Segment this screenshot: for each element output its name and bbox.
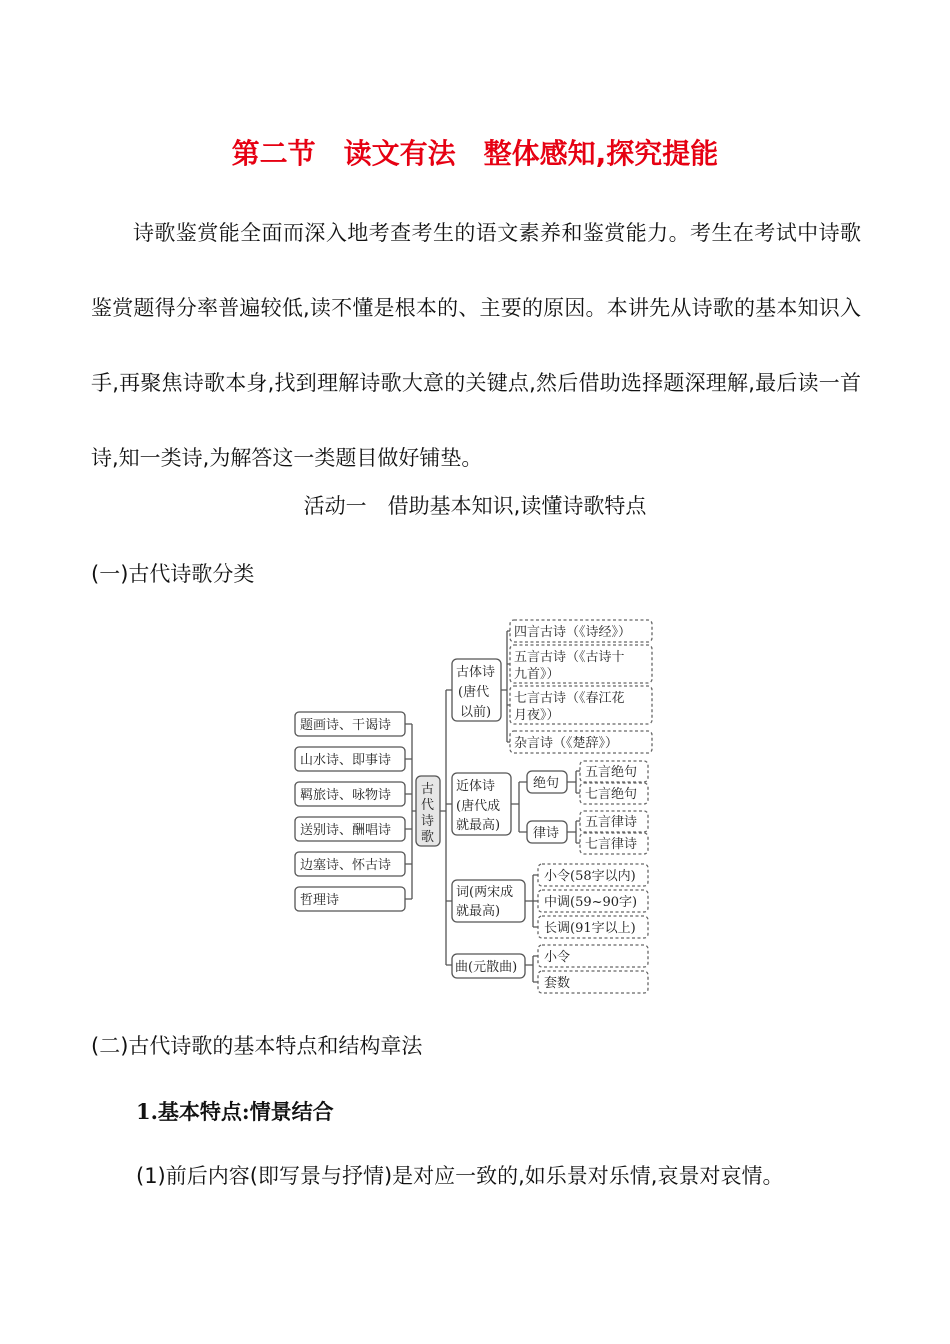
diagram-label: 杂言诗（《楚辞》）: [514, 736, 619, 751]
diagram-label: 边塞诗、怀古诗: [300, 858, 392, 873]
left-box: [295, 782, 405, 806]
lvshi-children: [580, 811, 648, 854]
diagram-label: 词(两宋成: [456, 885, 514, 900]
node-gutishi: [452, 659, 501, 721]
left-box: [295, 712, 405, 736]
node-qu: [452, 954, 525, 978]
diagram-label: 就最高): [456, 904, 501, 919]
diagram-label: 小令: [544, 950, 571, 965]
diagram-label: 古体诗: [456, 665, 496, 680]
diagram-label: 诗: [421, 814, 435, 829]
node-ci: [452, 880, 525, 922]
diagram-label: 月夜》）: [514, 708, 560, 723]
intro-paragraph: 诗歌鉴赏能全面而深入地考查考生的语文素养和鉴赏能力。考生在考试中诗歌鉴赏题得分率普遍较低,读不懂是根本的、主要的原因。本讲先从诗歌的基本知识入手,再聚焦诗歌本身,找到理解诗歌大意的关键点,然后借助选择题深理解,最后读一首诗,知一类诗,为解答这一类题目做好铺垫。: [91, 221, 861, 470]
activity-heading: 活动一 借助基本知识,读懂诗歌特点: [303, 494, 647, 518]
node-jueju: [527, 771, 567, 793]
diagram-label: 五言绝句: [585, 765, 638, 780]
feature-item-1: (1)前后内容(即写景与抒情)是对应一致的,如乐景对乐情,哀景对哀情。: [136, 1164, 784, 1188]
diagram-label: 小令(58字以内): [544, 869, 636, 884]
diagram-label: 套数: [544, 976, 571, 991]
page-title: 第二节 读文有法 整体感知,探究提能: [231, 137, 719, 170]
diagram-label: 代: [421, 798, 435, 813]
diagram-label: 送别诗、酬唱诗: [300, 823, 392, 838]
diagram-label: 古: [421, 782, 435, 797]
diagram-label: 近体诗: [456, 779, 496, 794]
left-box: [295, 817, 405, 841]
diagram-label: 五言古诗（《古诗十: [514, 650, 625, 665]
diagram-label: 就最高): [456, 818, 501, 833]
diagram-label: 长调(91字以上): [544, 921, 636, 936]
node-lvshi: [527, 821, 567, 843]
qu-children: [538, 945, 648, 993]
diagram-label: 歌: [421, 830, 435, 845]
diagram-label: 以前): [460, 705, 492, 720]
leaf-box: [538, 971, 648, 993]
jueju-children: [580, 761, 648, 804]
diagram-label: 山水诗、即事诗: [300, 753, 392, 768]
diagram-label: 中调(59~90字): [544, 895, 638, 910]
diagram-label: 羁旅诗、咏物诗: [300, 788, 392, 803]
subheading-basic-features: 1.基本特点:情景结合: [136, 1099, 334, 1124]
leaf-box: [510, 731, 652, 753]
diagram-label: 律诗: [533, 826, 560, 841]
left-category-boxes: [295, 712, 405, 911]
leaf-box: [580, 783, 648, 804]
node-jintishi: [452, 773, 511, 835]
center-box-ancient-poetry: [416, 776, 440, 846]
left-box: [295, 747, 405, 771]
left-box: [295, 887, 405, 911]
diagram-label: 九首》）: [514, 667, 560, 682]
leaf-box: [510, 645, 652, 683]
ci-children: [538, 864, 648, 938]
leaf-box: [538, 916, 648, 938]
leaf-box: [538, 890, 648, 912]
diagram-label: 题画诗、干谒诗: [300, 718, 392, 733]
leaf-box: [580, 833, 648, 854]
section-heading-classification: (一)古代诗歌分类: [91, 562, 255, 586]
leaf-box: [538, 945, 648, 967]
leaf-box: [580, 761, 648, 782]
leaf-box: [510, 620, 652, 642]
leaf-box: [580, 811, 648, 832]
diagram-label: 七言绝句: [585, 787, 638, 802]
diagram-label: 四言古诗（《诗经》）: [514, 625, 632, 640]
diagram-label: 七言律诗: [585, 837, 638, 852]
diagram-label: 五言律诗: [585, 815, 638, 830]
diagram-label: 哲理诗: [300, 893, 340, 908]
diagram-label: (唐代成: [456, 799, 501, 814]
diagram-label: 绝句: [533, 776, 560, 791]
diagram-label: 七言古诗（《春江花: [514, 691, 625, 706]
leaf-box: [538, 864, 648, 886]
diagram-label: 曲(元散曲): [455, 960, 518, 975]
diagram-label: (唐代: [458, 685, 490, 700]
gutishi-children: [510, 620, 652, 753]
left-box: [295, 852, 405, 876]
leaf-box: [510, 686, 652, 724]
section-heading-features: (二)古代诗歌的基本特点和结构章法: [91, 1034, 423, 1058]
